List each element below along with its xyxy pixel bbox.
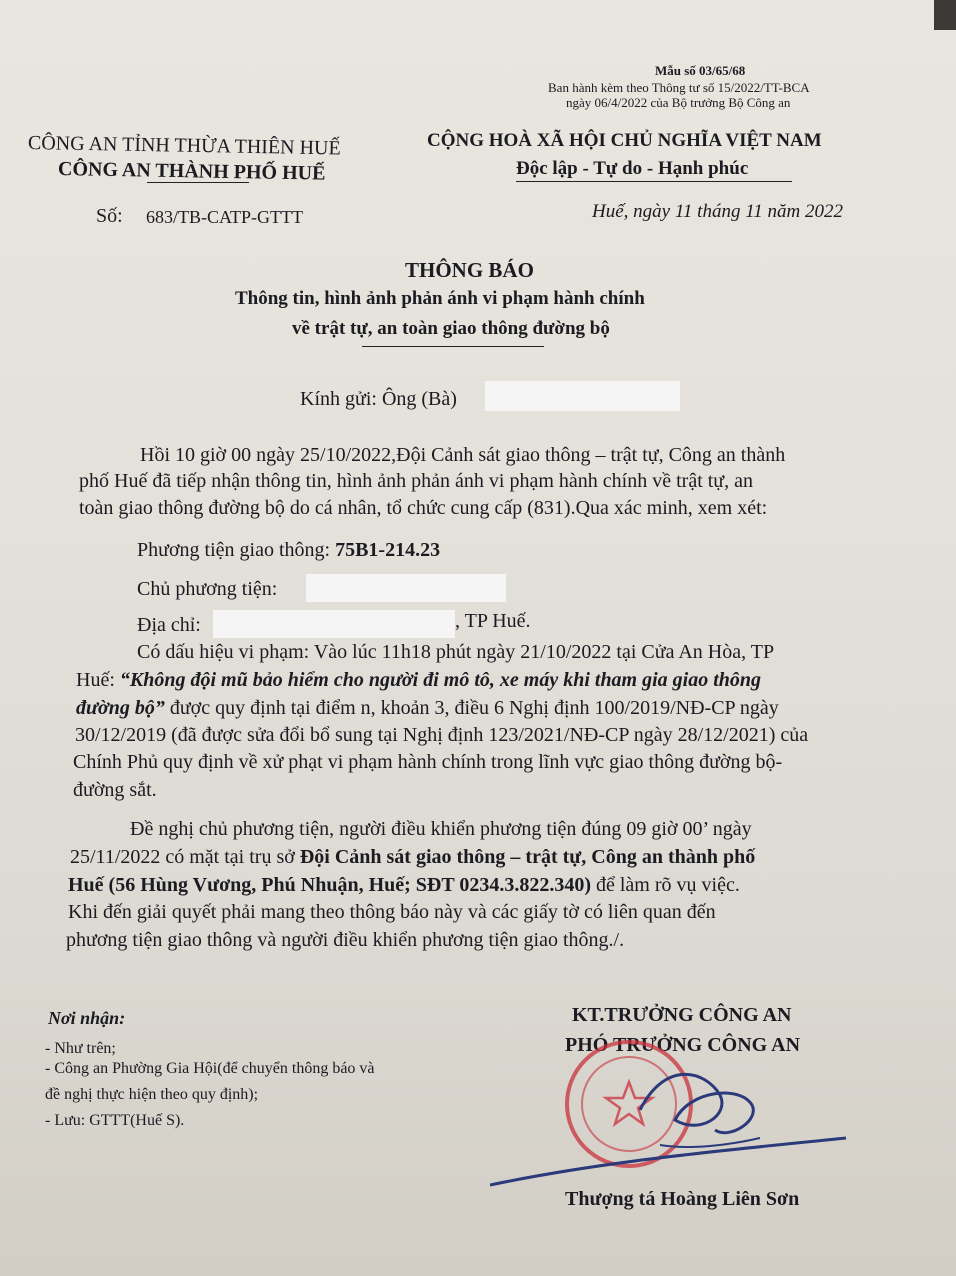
page-corner-shadow [934, 0, 956, 30]
violation-line3 [76, 697, 779, 720]
violation-description-end: đường bộ” [76, 697, 165, 719]
body-para1-line3: toàn giao thông đường bộ do cá nhân, tổ chức cung cấp (831).Qua xác minh, xem xét: [79, 497, 768, 519]
violation-line6: đường sắt. [73, 779, 157, 801]
doc-title: THÔNG BÁO [405, 258, 534, 282]
request-date: 25/11/2022 có mặt tại trụ sở [70, 846, 300, 868]
agency-underline [147, 182, 249, 183]
recipient-line: Kính gửi: Ông (Bà) [300, 388, 457, 410]
doc-subtitle-1: Thông tin, hình ảnh phản ánh vi phạm hành chính [235, 288, 645, 309]
doc-number: 683/TB-CATP-GTTT [146, 207, 303, 227]
vehicle-plate: 75B1-214.23 [335, 539, 441, 561]
body-para1-line1: Hồi 10 giờ 00 ngày 25/10/2022,Đội Cảnh sát giao thông – trật tự, Công an thành [140, 444, 786, 466]
vehicle-row [137, 539, 440, 562]
request-line3 [68, 874, 740, 897]
violation-line2 [76, 669, 761, 692]
redaction-owner [306, 574, 506, 602]
request-line2 [70, 846, 755, 869]
recipients-item-2: - Công an Phường Gia Hội(để chuyển thông báo và [45, 1060, 375, 1077]
motto-underline [516, 181, 792, 182]
request-office: Đội Cảnh sát giao thông – trật tự, Công an thành phố [299, 846, 756, 868]
owner-label: Chủ phương tiện: [137, 578, 278, 600]
violation-regulation: được quy định tại điểm n, khoản 3, điều 6 Nghị định 100/2019/NĐ-CP ngày [164, 697, 779, 719]
nation-motto: Độc lập - Tự do - Hạnh phúc [516, 158, 749, 179]
violation-location-end: Huế: [76, 669, 120, 691]
issue-date: Huế, ngày 11 tháng 11 năm 2022 [592, 201, 844, 222]
request-line5: phương tiện giao thông và người điều khiển phương tiện giao thông./. [66, 929, 625, 951]
form-code: Mẫu số 03/65/68 [655, 63, 746, 78]
signer-role-2: PHÓ TRƯỞNG CÔNG AN [565, 1034, 801, 1056]
redaction-address [213, 610, 455, 638]
doc-subtitle-2: về trật tự, an toàn giao thông đường bộ [292, 318, 610, 339]
recipients-item-4: - Lưu: GTTT(Huế S). [45, 1112, 185, 1129]
recipients-item-3: đề nghị thực hiện theo quy định); [45, 1086, 259, 1103]
violation-line4: 30/12/2019 (đã được sửa đổi bổ sung tại Nghị định 123/2021/NĐ-CP ngày 28/12/2021) của [75, 724, 809, 746]
signer-name: Thượng tá Hoàng Liên Sơn [565, 1188, 800, 1210]
redaction-recipient [485, 381, 680, 411]
vehicle-label: Phương tiện giao thông: [137, 539, 331, 561]
address-label: Địa chỉ: [137, 614, 201, 636]
body-para1-line2: phố Huế đã tiếp nhận thông tin, hình ảnh phản ánh vi phạm hành chính về trật tự, an [79, 470, 754, 492]
request-line4: Khi đến giải quyết phải mang theo thông báo này và các giấy tờ có liên quan đến [68, 901, 716, 923]
recipients-item-1: - Như trên; [45, 1040, 116, 1057]
request-purpose: để làm rõ vụ việc. [591, 874, 740, 896]
doc-number-label: Số: [96, 205, 123, 227]
form-issued-line1: Ban hành kèm theo Thông tư số 15/2022/TT-BCA [548, 80, 810, 95]
address-suffix: , TP Huế. [455, 610, 531, 632]
handwritten-signature [490, 1050, 850, 1210]
violation-line1: Có dấu hiệu vi phạm: Vào lúc 11h18 phút ngày 21/10/2022 tại Cửa An Hòa, TP [137, 641, 775, 663]
signer-role-1: KT.TRƯỞNG CÔNG AN [572, 1004, 792, 1026]
request-line1: Đề nghị chủ phương tiện, người điều khiển phương tiện đúng 09 giờ 00’ ngày [130, 818, 752, 840]
nation-title: CỘNG HOÀ XÃ HỘI CHỦ NGHĨA VIỆT NAM [427, 130, 822, 151]
violation-line5: Chính Phủ quy định về xử phạt vi phạm hành chính trong lĩnh vực giao thông đường bộ- [73, 751, 783, 773]
subtitle-underline [362, 346, 544, 347]
violation-description: “Không đội mũ bảo hiểm cho người đi mô tô, xe máy khi tham gia giao thông [119, 669, 762, 691]
form-issued-line2: ngày 06/4/2022 của Bộ trưởng Bộ Công an [566, 95, 791, 110]
agency-name: CÔNG AN THÀNH PHỐ HUẾ [57, 158, 326, 185]
agency-parent: CÔNG AN TỈNH THỪA THIÊN HUẾ [27, 132, 341, 160]
request-office-address: Huế (56 Hùng Vương, Phú Nhuận, Huế; SĐT 0234.3.822.340) [68, 874, 591, 896]
recipients-title: Nơi nhận: [48, 1008, 126, 1028]
